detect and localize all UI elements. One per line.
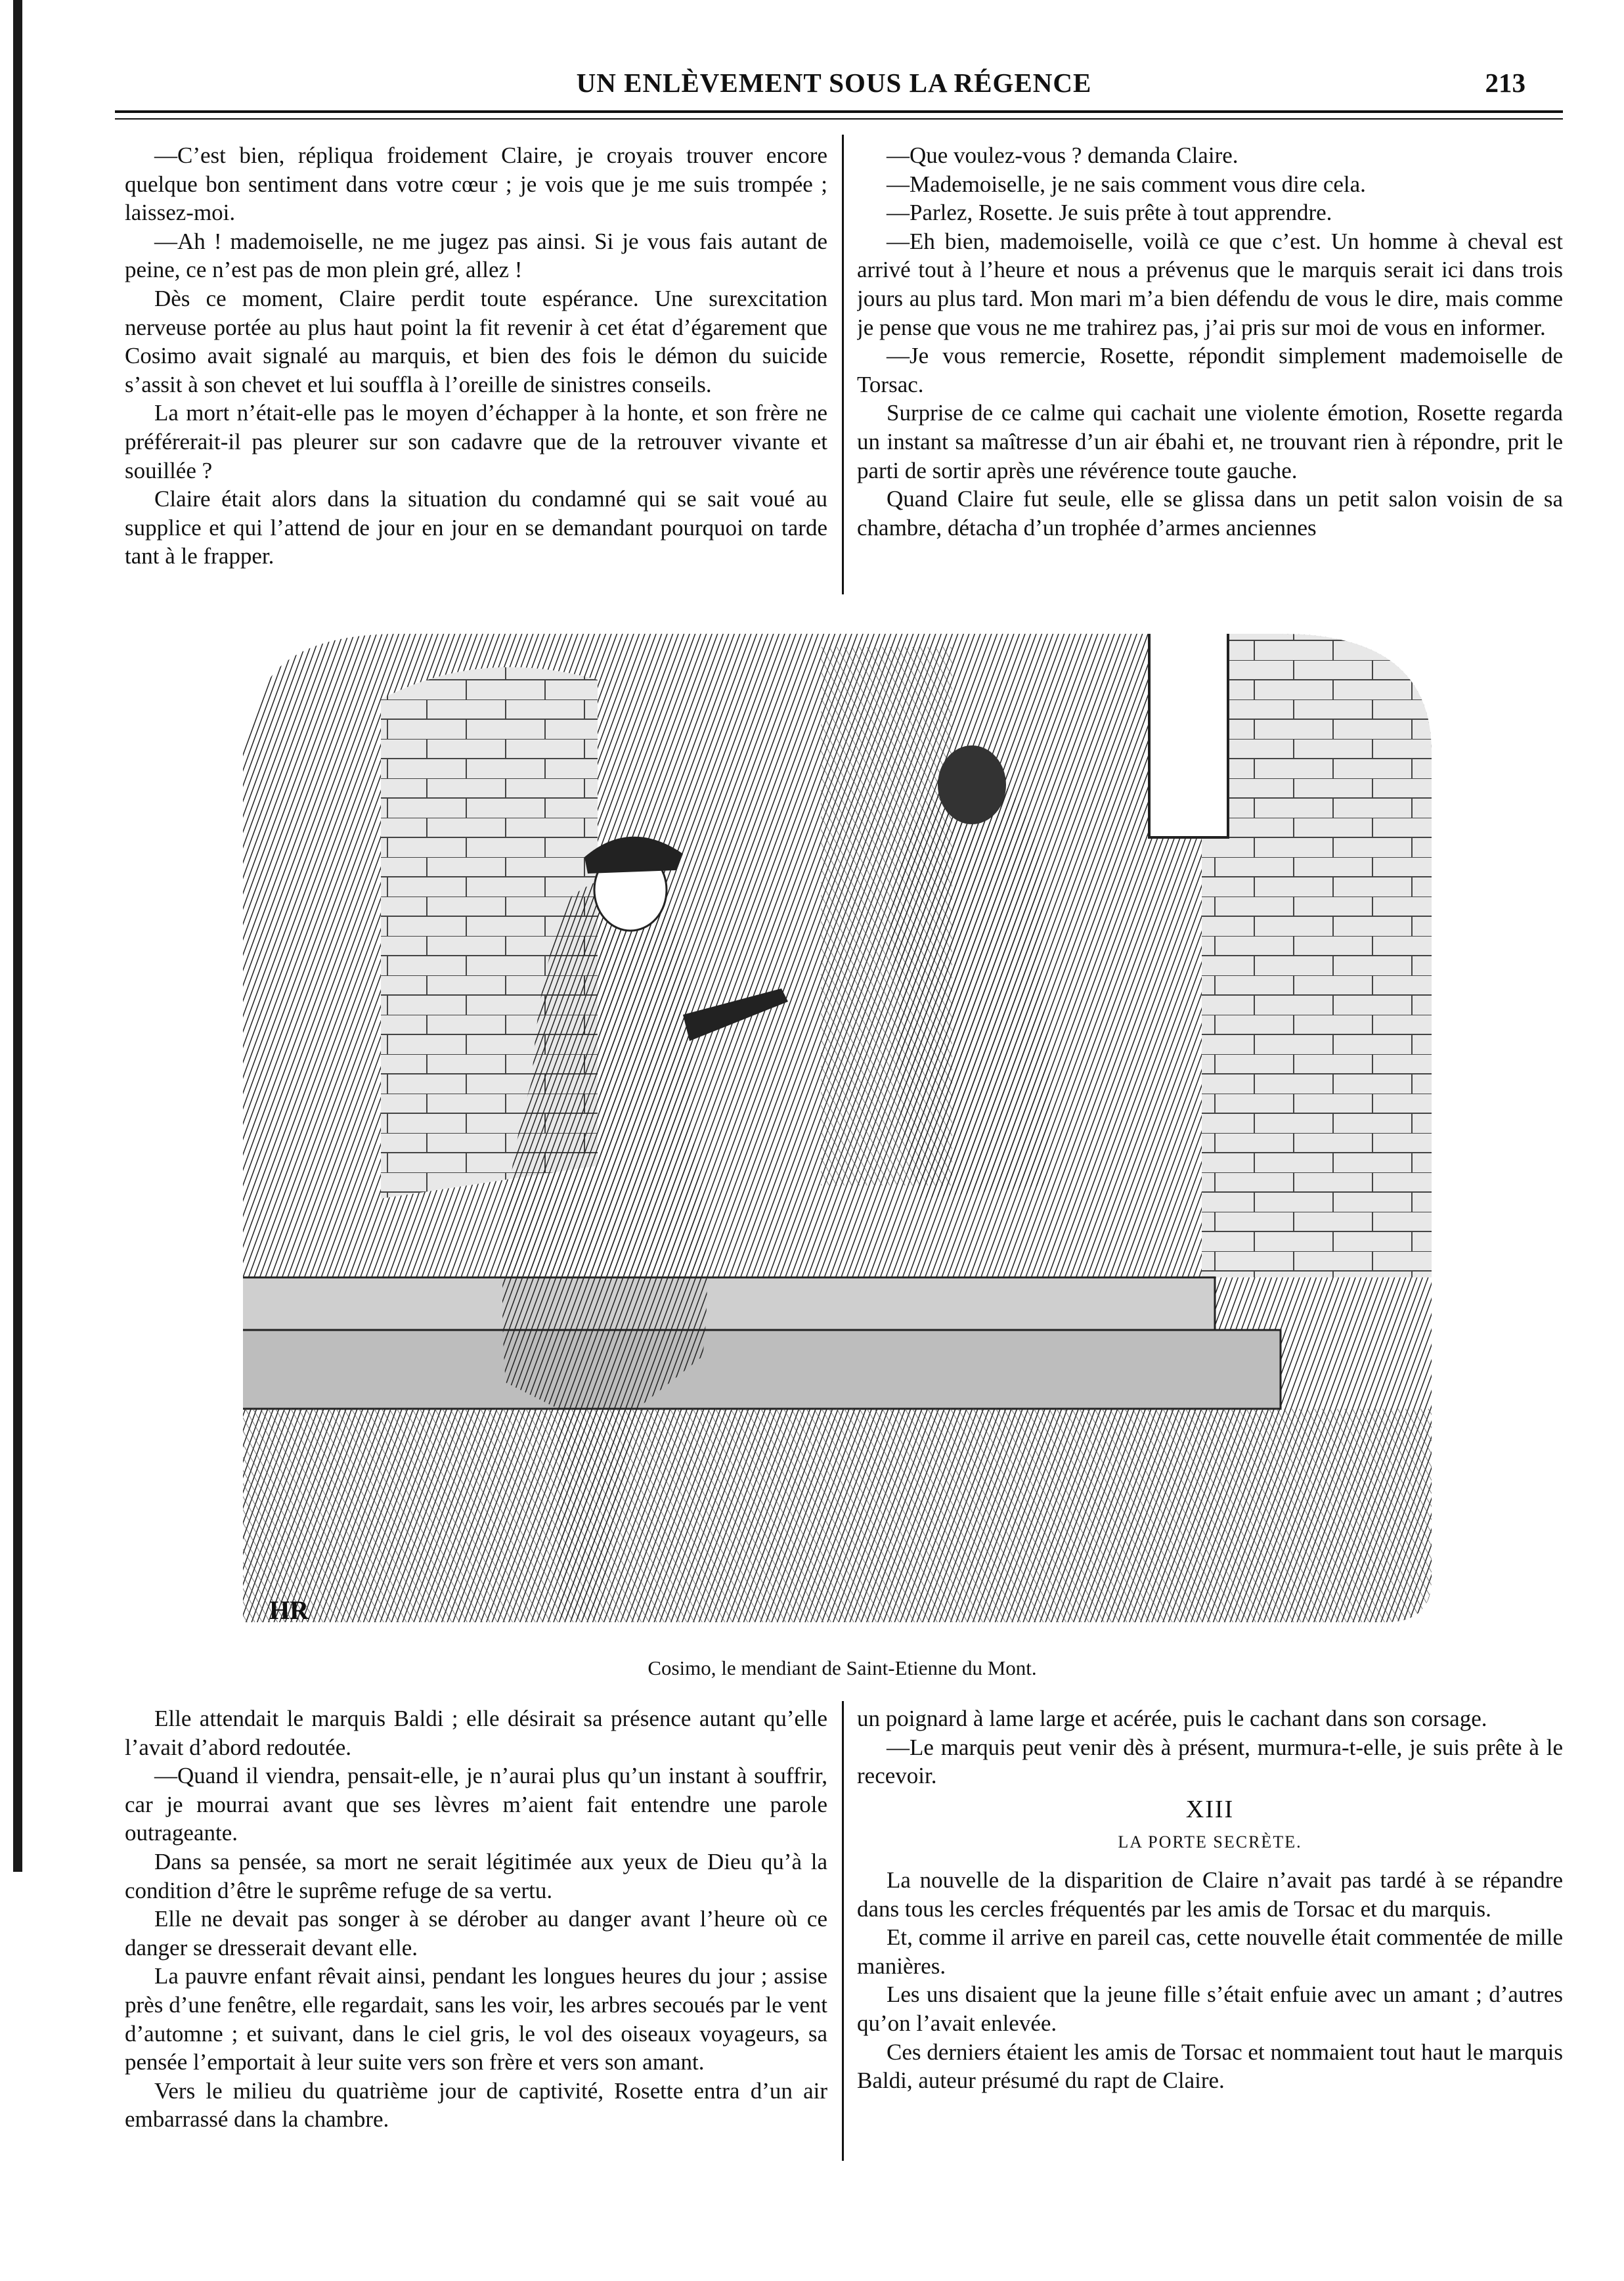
paragraph: Et, comme il arrive en pareil cas, cette nouvelle était commentée de mille manières.	[857, 1924, 1563, 1979]
page-number: 213	[1485, 68, 1525, 98]
step-upper	[230, 1277, 1215, 1330]
paragraph: La nouvelle de la disparition de Claire n’avait pas tardé à se répandre dans tous les cercles fréquentés par les amis de Torsac et du marquis.	[857, 1867, 1563, 1922]
column-bottom-right	[857, 1704, 1563, 2164]
column-divider-top	[842, 135, 844, 594]
paragraph: —Je vous remercie, Rosette, répondit simplement mademoiselle de Torsac.	[857, 343, 1563, 397]
paragraph: Quand Claire fut seule, elle se glissa dans un petit salon voisin de sa chambre, détacha d’un trophée d’armes anciennes	[857, 486, 1563, 541]
column-top-right	[857, 141, 1563, 594]
illustration-caption: Cosimo, le mendiant de Saint-Etienne du Mont.	[647, 1656, 1037, 1679]
paragraph: La mort n’était-elle pas le moyen d’échapper à la honte, et son frère ne préférerait-il pas pleurer sur son cadavre que de la retrouver vivante et souillée ?	[125, 400, 827, 483]
paragraph: —Ah ! mademoiselle, ne me jugez pas ainsi. Si je vous fais autant de peine, ce n’est pas de mon plein gré, allez !	[125, 228, 827, 283]
column-bottom-left	[125, 1704, 827, 2164]
paragraph: —Mademoiselle, je ne sais comment vous dire cela.	[887, 171, 1366, 197]
engraving-svg	[230, 621, 1455, 1635]
paragraph: Dès ce moment, Claire perdit toute espérance. Une surexcitation nerveuse portée au plus haut point la fit revenir à cet état d’égarement que Cosimo avait signalé au marquis, et bien des fois le démon du suicide s’assit à son chevet et lui souffla à l’oreille de sinistres conseils.	[125, 285, 827, 397]
header-rule-thick	[115, 110, 1563, 113]
chapter-title: LA PORTE SECRÈTE.	[1118, 1832, 1302, 1852]
column-divider-bottom	[842, 1701, 844, 2161]
header-rule-thin	[115, 118, 1563, 120]
step-lower	[230, 1330, 1281, 1409]
paragraph: Dans sa pensée, sa mort ne serait légitimée aux yeux de Dieu qu’à la condition d’être le suprême refuge de sa vertu.	[125, 1848, 827, 1903]
window	[1149, 621, 1228, 837]
paragraph: Vers le milieu du quatrième jour de captivité, Rosette entra d’un air embarrassé dans la chambre.	[125, 2077, 827, 2133]
pavement	[230, 1409, 1455, 1635]
chapter-number: XIII	[1185, 1795, 1235, 1823]
paragraph: —Que voulez-vous ? demanda Claire.	[887, 143, 1239, 168]
paragraph: Elle ne devait pas songer à se dérober au danger avant l’heure où ce danger se dresserait devant elle.	[125, 1906, 827, 1960]
paragraph: —Eh bien, mademoiselle, voilà ce que c’est. Un homme à cheval est arrivé tout à l’heure et nous a prévenus que le marquis serait ici dans trois jours au plus tard. Mon mari m’a bien défendu de vous le dire, mais comme je pense que vous ne me trahirez pas, j’ai pris sur moi de vous en informer.	[857, 228, 1563, 340]
seated-beggar-figure	[891, 774, 1049, 1199]
paragraph: Surprise de ce calme qui cachait une violente émotion, Rosette regarda un instant sa maîtresse d’un air ébahi et, ne trouvant rien à répondre, prit le parti de sortir après une révérence toute gauche.	[857, 400, 1563, 483]
column-top-left	[125, 141, 827, 594]
left-margin-bar	[13, 0, 22, 1872]
running-title: UN ENLÈVEMENT SOUS LA RÉGENCE	[576, 68, 1092, 98]
paragraph: —Quand il viendra, pensait-elle, je n’aurai plus qu’un instant à souffrir, car je mourrai avant que ses lèvres m’aient fait entendre une parole outrageante.	[125, 1763, 827, 1846]
paragraph-continuation: un poignard à lame large et acérée, puis le cachant dans son corsage.	[857, 1706, 1487, 1731]
paragraph: Elle attendait le marquis Baldi ; elle désirait sa présence autant qu’elle l’avait d’abord redoutée.	[125, 1706, 827, 1760]
paragraph: —Le marquis peut venir dès à présent, murmura-t-elle, je suis prête à le recevoir.	[857, 1734, 1563, 1789]
right-wall	[1202, 621, 1455, 1277]
paragraph: Ces derniers étaient les amis de Torsac et nommaient tout haut le marquis Baldi, auteur présumé du rapt de Claire.	[857, 2039, 1563, 2094]
paragraph: Les uns disaient que la jeune fille s’était enfuie avec un amant ; d’autres qu’on l’avait enlevée.	[857, 1982, 1563, 2036]
beggar-head	[938, 745, 1006, 824]
paragraph: Claire était alors dans la situation du condamné qui se sait voué au supplice et qui l’attend de jour en jour en se demandant pourquoi on tarde tant à le frapper.	[125, 486, 827, 569]
paragraph: —C’est bien, répliqua froidement Claire, je croyais trouver encore quelque bon sentiment dans votre cœur ; je vois que je me suis trompée ; laissez-moi.	[125, 143, 827, 226]
engraver-signature: HR	[269, 1595, 309, 1625]
paragraph: —Parlez, Rosette. Je suis prête à tout apprendre.	[887, 200, 1332, 226]
paragraph: La pauvre enfant rêvait ainsi, pendant les longues heures du jour ; assise près d’une fenêtre, elle regardait, sans les voir, les arbres secoués par le vent d’automne ; et suivant, dans le ciel gris, le vol des oiseaux voyageurs, sa pensée l’emportait à leur suite vers son frère et vers son amant.	[125, 1963, 827, 2075]
engraving-illustration	[230, 621, 1455, 1635]
